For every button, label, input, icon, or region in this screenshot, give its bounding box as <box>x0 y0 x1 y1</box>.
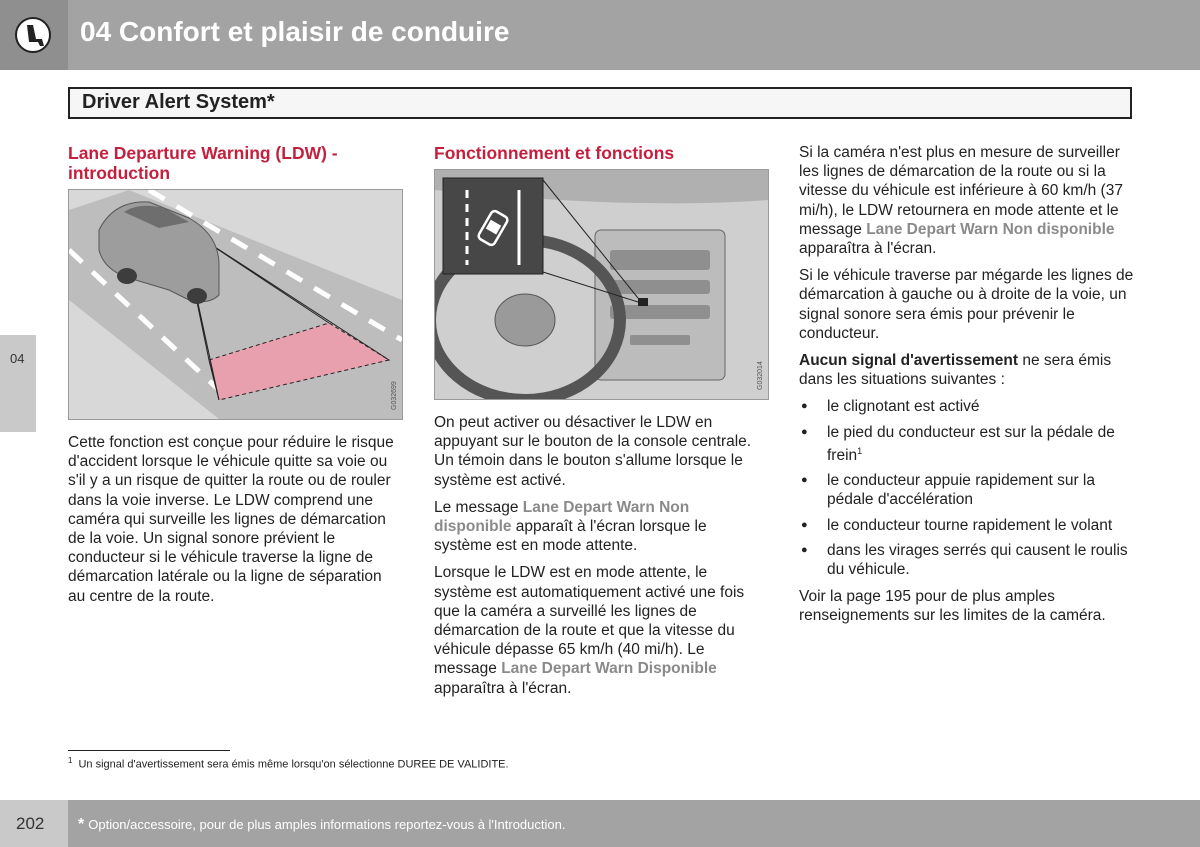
list-item: ● le clignotant est activé <box>799 397 1134 416</box>
footnote-marker: 1 <box>68 756 73 765</box>
page-footer <box>0 800 1200 847</box>
dashboard-drawing <box>435 170 768 399</box>
ldw-intro-paragraph: Cette fonction est conçue pour réduire le risque d'accident lorsque le véhicule quitte sa voie ou s'il y a un risque de quitter la route ou de rouler dans la voie inverse. Le LDW comprend une caméra qui surveille les lignes de démarcation de la voie. Un signal sonore prévient le conducteur si le véhicule traverse la ligne de démarcation latérale ou la ligne de séparation au centre de la route. <box>68 434 394 605</box>
message-highlight: Lane Depart Warn Non disponible <box>434 498 690 536</box>
message-highlight: Lane Depart Warn Non disponible <box>866 220 1115 238</box>
ldw-intro-heading: Lane Departure Warning (LDW) - introduction <box>68 143 338 183</box>
lane-camera-illustration <box>68 189 403 420</box>
standby-paragraph: Si la caméra n'est plus en mesure de surveiller les lignes de démarcation de la route ou si la vitesse du véhicule est inférieure à 60 km/h (37 mi/h), le LDW retournera en mode attente et le message Lane Depart Warn Non disponible apparaîtra à l'écran. <box>799 144 1123 258</box>
dashboard-illustration <box>434 169 769 400</box>
warning-paragraph: Si le véhicule traverse par mégarde les lignes de démarcation à gauche ou à droite de la voie, un signal sonore sera émis pour prévenir le conducteur. <box>799 267 1134 342</box>
function-paragraph-1: On peut activer ou désactiver le LDW en appuyant sur le bouton de la console centrale. Un témoin dans le bouton s'allume lorsque le système est activé. <box>434 414 752 489</box>
function-paragraph-2: Le message Lane Depart Warn Non disponible apparaît à l'écran lorsque le système est en mode attente. <box>434 498 707 555</box>
no-warning-paragraph: Aucun signal d'avertissement ne sera émis dans les situations suivantes : <box>799 352 1112 389</box>
footnote-ref[interactable]: 1 <box>857 445 863 456</box>
footnote-rule <box>68 750 230 751</box>
column-1-text <box>68 433 401 614</box>
footnote <box>68 756 509 771</box>
chapter-side-tab[interactable] <box>0 335 36 432</box>
page-number-box <box>0 800 68 847</box>
message-highlight: Lane Depart Warn Disponible <box>501 660 717 678</box>
no-warning-list <box>799 397 1134 579</box>
section-title-box <box>68 87 1132 119</box>
chapter-header <box>0 0 1200 70</box>
list-item: ● le conducteur tourne rapidement le volant <box>799 516 1134 535</box>
chapter-side-tab-label: 04 <box>10 351 25 366</box>
column-1 <box>68 143 401 195</box>
list-item: ● le pied du conducteur est sur la pédale de frein$^1$ <box>799 423 1134 466</box>
asterisk: * <box>78 816 85 833</box>
chapter-icon-box <box>0 0 68 70</box>
page-number: 202 <box>16 814 45 833</box>
section-title: Driver Alert System* <box>82 91 275 113</box>
figure-code: G032014 <box>757 361 764 390</box>
footer-note: * Option/accessoire, pour de plus amples informations reportez-vous à l'Introduction. <box>78 816 566 833</box>
lane-camera-drawing <box>69 190 402 419</box>
figure-code: G032699 <box>391 381 398 410</box>
column-2-text <box>434 413 767 706</box>
chapter-title: 04 Confort et plaisir de conduire <box>80 16 510 47</box>
function-paragraph-3: Lorsque le LDW est en mode attente, le système est automatiquement activé une fois que la caméra a surveillé les lignes de démarcation de la route et que la vitesse du véhicule dépasse 65 km/h (40 mi/h). Le message Lane Depart Warn Disponible apparaîtra à l'écran. <box>434 564 745 697</box>
seat-icon <box>14 16 52 54</box>
function-heading: Fonctionnement et fonctions <box>434 143 675 163</box>
footnote-text: Un signal d'avertissement sera émis même lorsqu'on sélectionne DUREE DE VALIDITE. <box>78 758 509 771</box>
column-3 <box>799 143 1134 634</box>
see-page-paragraph: Voir la page 195 pour de plus amples renseignements sur les limites de la caméra. <box>799 588 1106 625</box>
list-item: ● dans les virages serrés qui causent le roulis du véhicule. <box>799 541 1134 579</box>
list-item: ● le conducteur appuie rapidement sur la pédale d'accélération <box>799 471 1134 509</box>
ldw-button-marker <box>638 298 648 306</box>
